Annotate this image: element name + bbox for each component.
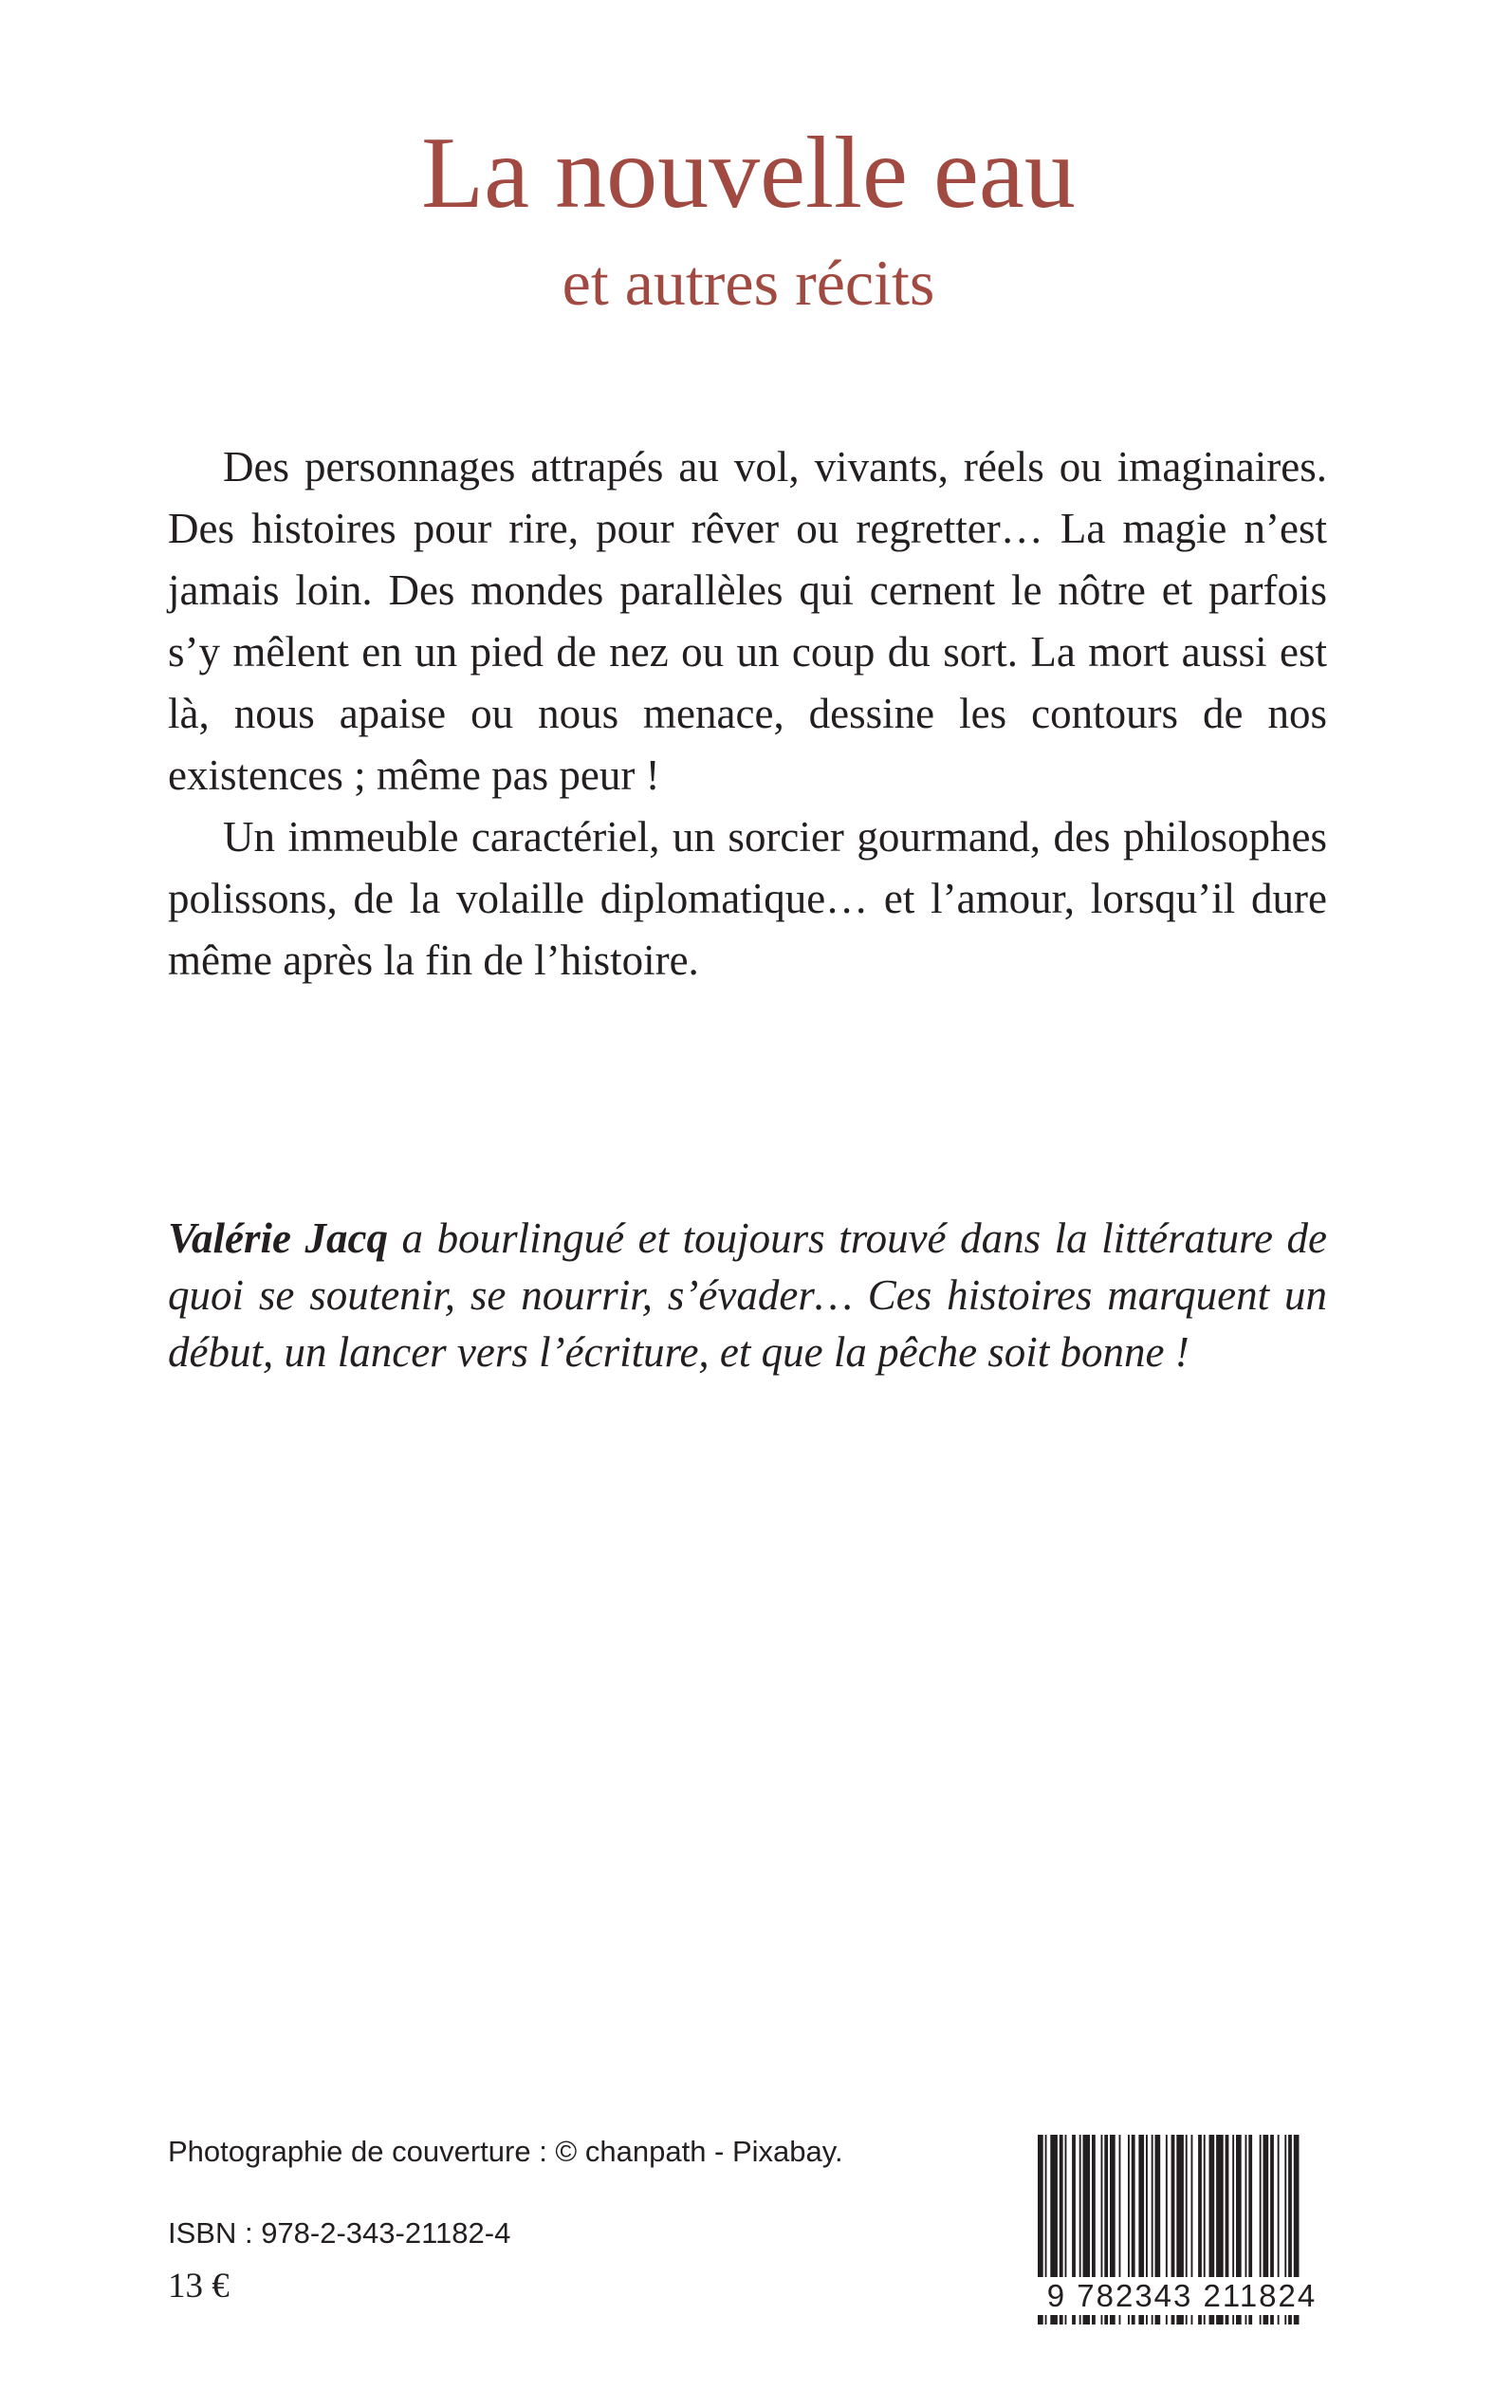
book-title: La nouvelle eau	[421, 117, 1076, 230]
blurb-paragraph-1: Des personnages attrapés au vol, vivants, réels ou imaginaires. Des histoires pour rire, pour rêver ou regretter… La magie n’est jamais loin. Des mondes parallèles qui cernent le nôtre et parfois s’y mêlent en un pied de nez ou un coup du sort. La mort aussi est là, nous apaise ou nous menace, dessine les contours de nos existences ; même pas peur !	[168, 443, 1327, 799]
blurb-paragraph-2: Un immeuble caractériel, un sorcier gourmand, des philosophes polissons, de la volaille diplomatique… et l’amour, lorsqu’il dure même après la fin de l’histoire.	[168, 813, 1327, 984]
price-label: 13 €	[168, 2267, 230, 2306]
author-bio-text: a bourlingué et toujours trouvé dans la littérature de quoi se soutenir, se nourrir, s’évader… Ces histoires marquent un début, un lancer vers l’écriture, et que la pêche soit bonne !	[168, 1214, 1327, 1376]
isbn-label: ISBN : 978-2-343-21182-4	[168, 2216, 511, 2250]
book-subtitle: et autres récits	[562, 247, 935, 319]
author-bio	[168, 1210, 1327, 1380]
photo-credit: Photographie de couverture : © chanpath - Pixabay.	[168, 2135, 843, 2168]
isbn-barcode	[1034, 2135, 1330, 2334]
back-cover-blurb	[168, 436, 1327, 991]
barcode-digits: 9 782343 211824	[1034, 2277, 1330, 2315]
author-name: Valérie Jacq	[168, 1214, 389, 1262]
